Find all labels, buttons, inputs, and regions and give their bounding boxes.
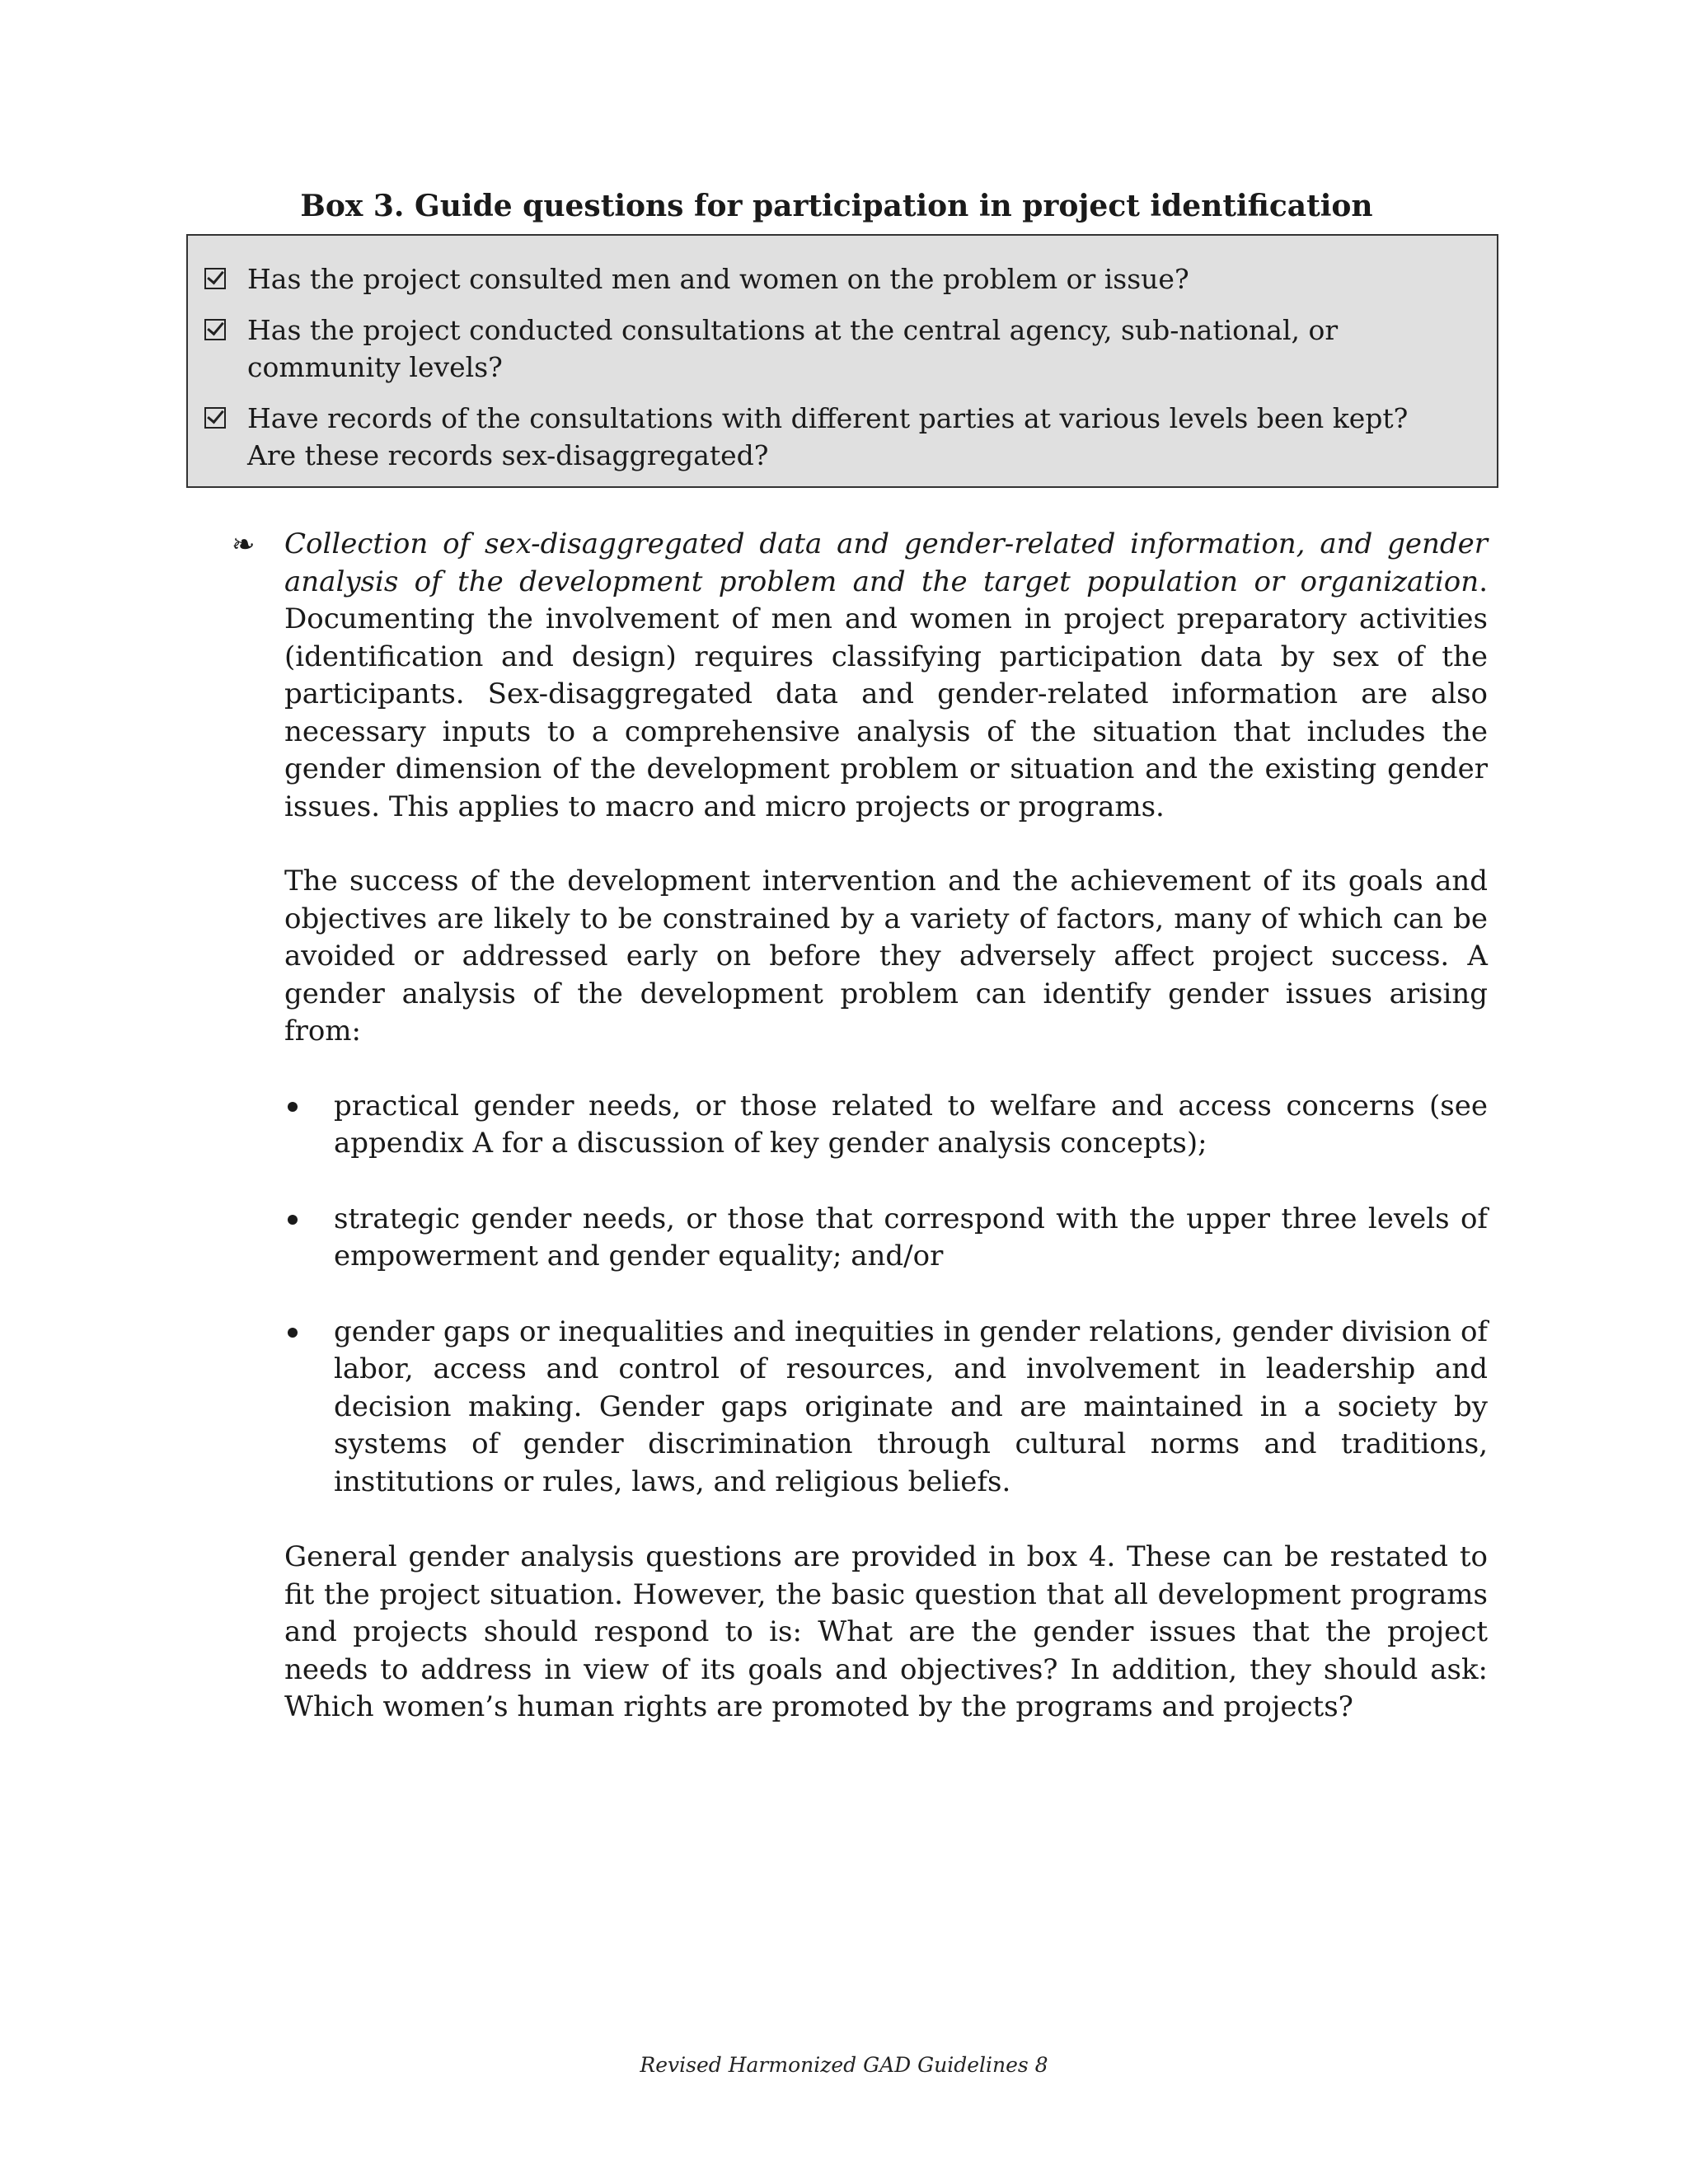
bullet-dot-icon <box>288 1102 298 1112</box>
box-title: Box 3. Guide questions for participation in project identification <box>300 189 1373 223</box>
list-item-text: strategic gender needs, or those that correspond with the upper three levels of empowerment and gender equality; and/or <box>334 1202 1488 1272</box>
bullet-dot-icon <box>288 1215 298 1225</box>
checkbox-checked-icon <box>204 268 226 289</box>
box-question <box>204 400 1464 474</box>
lead-heading: Collection of sex-disaggregated data and gender-related information, and gender analysis of the development problem and the target population or organization <box>284 527 1488 598</box>
list-item-text: gender gaps or inequalities and inequities in gender relations, gender division of labor, access and control of resources, and involvement in leadership and decision making. Gender gaps originate and are maintained in a society by systems of gender discrimination through cultural norms and traditions, institutions or rules, laws, and religious beliefs. <box>334 1315 1488 1498</box>
lead-paragraph <box>284 526 1488 826</box>
box-question <box>204 312 1464 386</box>
list-item <box>284 1314 1488 1502</box>
bullet-dot-icon <box>288 1328 298 1338</box>
lead-body: . Documenting the involvement of men and women in project preparatory activities (identification and design) requires classifying participation data by sex of the participants. Sex-disaggregated data and gender-related information are also necessary inputs to a comprehensive analysis of the situation that includes the gender dimension of the development problem or situation and the existing gender issues. This applies to macro and micro projects or programs. <box>284 565 1488 823</box>
paragraph-general-questions: General gender analysis questions are provided in box 4. These can be restated to fit the project situation. However, the basic question that all development programs and projects should respond to is: What are the gender issues that the project needs to address in view of its goals and objectives? In addition, they should ask: Which women’s human rights are promoted by the programs and projects? <box>284 1540 1488 1723</box>
page-footer: Revised Harmonized GAD Guidelines 8 <box>640 2053 1048 2077</box>
list-item-text: practical gender needs, or those related to welfare and access concerns (see appendix A for a discussion of key gender analysis concepts); <box>334 1089 1488 1160</box>
box-question-text: Have records of the consultations with different parties at various levels been kept? Are these records sex-disaggregated? <box>247 402 1409 471</box>
list-item <box>284 1201 1488 1276</box>
box-question-text: Has the project conducted consultations at the central agency, sub-national, or community levels? <box>247 314 1339 383</box>
guide-questions-box <box>186 234 1498 488</box>
checkbox-checked-icon <box>204 319 226 340</box>
box-question <box>204 260 1464 298</box>
ornament-bullet-icon: ❧ <box>232 528 256 561</box>
checkbox-checked-icon <box>204 407 226 429</box>
main-text <box>232 526 1488 1727</box>
box-question-text: Has the project consulted men and women on the problem or issue? <box>247 263 1189 295</box>
list-item <box>284 1088 1488 1163</box>
paragraph-success: The success of the development intervention and the achievement of its goals and objectives are likely to be constrained by a variety of factors, many of which can be avoided or addressed early on before they adversely affect project success. A gender analysis of the development problem can identify gender issues arising from: <box>284 865 1488 1047</box>
gender-issues-list <box>284 1088 1488 1502</box>
